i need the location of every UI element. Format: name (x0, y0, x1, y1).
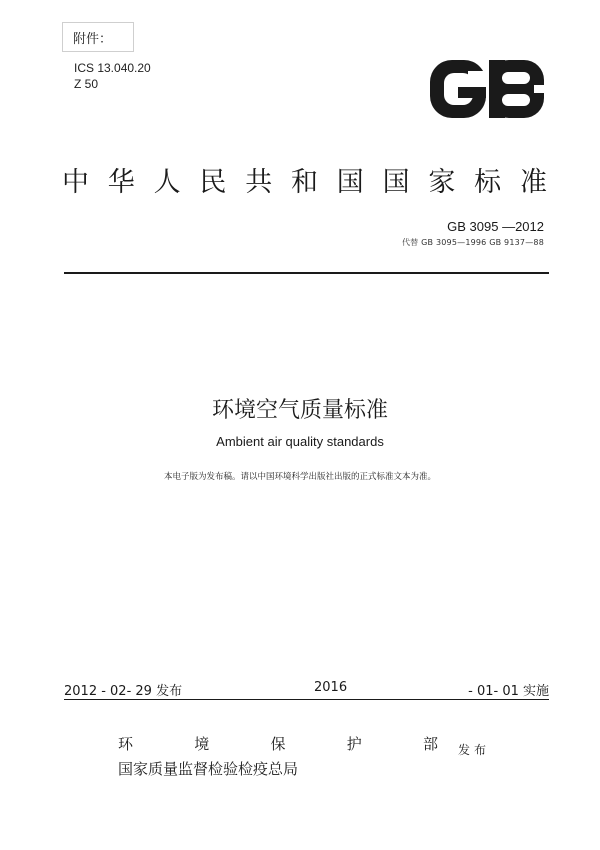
standard-number: GB 3095 —2012 (447, 219, 544, 234)
attachment-label: 附件： (73, 32, 113, 47)
title-char: 标 (474, 167, 502, 198)
issuer-char: 保 (270, 735, 286, 753)
issuer-aqsiq: 国家质量监督检验检疫总局 (118, 760, 299, 778)
issue-date: 2012 - 02- 29 发布 (64, 684, 183, 699)
title-char: 国 (336, 167, 364, 198)
footer-divider (64, 699, 549, 700)
effective-year: 2016 (314, 680, 348, 695)
issuer-char: 部 (422, 735, 438, 753)
title-char: 国 (382, 167, 410, 198)
title-char: 和 (290, 167, 318, 198)
issuer-char: 护 (346, 735, 362, 753)
effective-date: - 01- 01 实施 (468, 684, 549, 699)
edition-note: 本电子版为发布稿。请以中国环境科学出版社出版的正式标准文本为准。 (163, 472, 436, 482)
title-char: 民 (199, 167, 227, 198)
document-title-cn: 环境空气质量标准 (211, 398, 388, 423)
title-char: 中 (62, 167, 89, 198)
header-divider (64, 272, 549, 274)
publish-label: 发布 (458, 743, 491, 757)
title-char: 华 (107, 167, 135, 198)
title-char: 人 (153, 167, 181, 198)
z-code: Z 50 (74, 77, 99, 91)
title-char: 共 (245, 167, 273, 198)
date-line (64, 680, 549, 698)
ics-code: ICS 13.040.20 (74, 61, 151, 75)
issuer-ministry (118, 733, 438, 754)
title-char: 准 (519, 167, 547, 198)
issuer-char: 环 (118, 735, 134, 753)
attachment-label-box (62, 22, 134, 52)
title-char: 家 (428, 167, 456, 198)
document-title-en: Ambient air quality standards (216, 434, 384, 449)
gb-logo (428, 58, 546, 120)
issuer-char: 境 (194, 735, 210, 753)
replaces-standards: 代替 GB 3095—1996 GB 9137—88 (401, 238, 544, 247)
national-standard-title (62, 160, 547, 199)
classification-codes (74, 60, 151, 92)
